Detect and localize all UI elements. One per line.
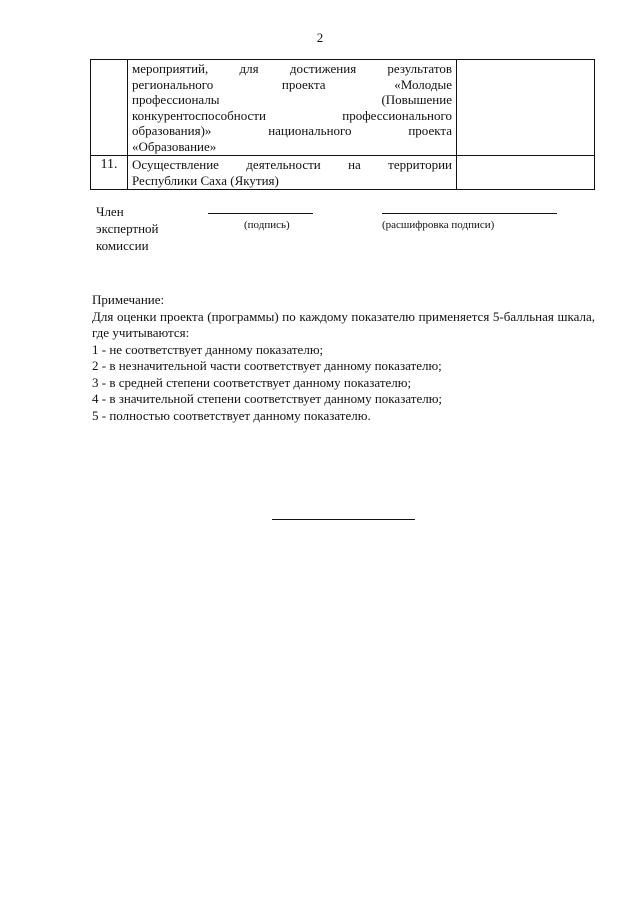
table-row xyxy=(91,156,595,190)
notes-item: 4 - в значительной степени соответствует данному показателю; xyxy=(92,391,443,406)
row-description xyxy=(128,156,457,190)
description-line: «Образование» xyxy=(132,138,217,154)
description-line: Республики Саха (Якутия) xyxy=(132,172,279,188)
description-line: профессионалы (Повышение xyxy=(132,92,452,107)
notes-item: 5 - полностью соответствует данному показателю. xyxy=(92,407,371,423)
member-label xyxy=(96,203,186,254)
description-line: мероприятий, для достижения результатов xyxy=(132,61,452,76)
signature-caption: (подпись) xyxy=(244,219,290,231)
notes-intro: Для оценки проекта (программы) по каждому показателю применяется 5-балльная шкала, где учитываются: xyxy=(92,308,595,340)
row-number: 11. xyxy=(91,156,128,190)
notes-item: 3 - в средней степени соответствует данному показателю; xyxy=(92,374,412,390)
end-divider xyxy=(272,519,415,520)
signature-line xyxy=(208,213,313,214)
description-line: конкурентоспособности профессионального xyxy=(132,107,452,123)
page-number: 2 xyxy=(316,30,324,45)
description-line: Осуществление деятельности на территории xyxy=(132,157,452,172)
row-score-cell xyxy=(457,156,595,190)
row-score-cell xyxy=(457,60,595,156)
notes-item: 2 - в незначительной части соответствует данному показателю; xyxy=(92,358,442,373)
notes-section xyxy=(92,292,595,424)
signature-decode-caption: (расшифровка подписи) xyxy=(382,219,495,231)
description-line: регионального проекта «Молодые xyxy=(132,76,452,92)
criteria-table xyxy=(90,59,595,190)
notes-title: Примечание: xyxy=(92,292,165,307)
member-label-line: экспертной xyxy=(96,221,159,236)
notes-item: 1 - не соответствует данному показателю; xyxy=(92,341,324,357)
row-description xyxy=(128,60,457,156)
member-label-line: Член xyxy=(96,204,124,219)
member-label-line: комиссии xyxy=(96,238,149,253)
signature-decode-line xyxy=(382,213,557,214)
description-line: образования)» национального проекта xyxy=(132,123,452,138)
table-row xyxy=(91,60,595,156)
row-number xyxy=(91,60,128,156)
